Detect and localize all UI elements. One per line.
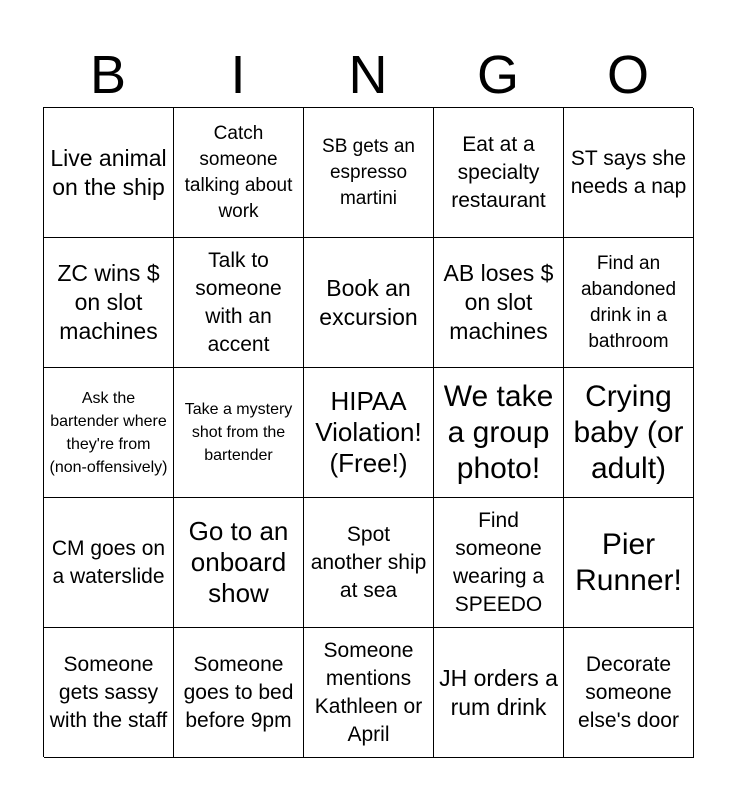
header-letter-n: N — [348, 45, 388, 105]
bingo-cell[interactable] — [434, 238, 564, 368]
bingo-cell[interactable] — [304, 238, 434, 368]
bingo-header — [43, 44, 693, 106]
cell-text: Eat at a specialty restaurant — [451, 132, 546, 212]
cell-text: Someone mentions Kathleen or April — [314, 638, 423, 746]
cell-text: SB gets an espresso martini — [322, 135, 415, 209]
bingo-cell[interactable] — [434, 628, 564, 758]
header-letter-o: O — [606, 45, 649, 105]
bingo-cell[interactable] — [564, 628, 694, 758]
bingo-cell[interactable] — [174, 498, 304, 628]
cell-text: Someone gets sassy with the staff — [49, 652, 168, 732]
cell-text: ZC wins $ on slot machines — [57, 260, 160, 344]
cell-text: AB loses $ on slot machines — [443, 260, 554, 344]
bingo-cell[interactable] — [174, 108, 304, 238]
bingo-cell[interactable] — [304, 368, 434, 498]
bingo-cell[interactable] — [174, 628, 304, 758]
cell-text: Decorate someone else's door — [578, 652, 679, 732]
bingo-cell[interactable] — [304, 108, 434, 238]
header-letter-g: G — [476, 45, 519, 105]
bingo-cell[interactable] — [44, 108, 174, 238]
cell-text: ST says she needs a nap — [570, 146, 687, 198]
header-letter-b: B — [89, 45, 127, 105]
cell-text: We take a group photo! — [443, 379, 554, 485]
bingo-card-grid — [43, 107, 693, 757]
bingo-cell[interactable] — [44, 628, 174, 758]
cell-text: CM goes on a waterslide — [51, 536, 166, 588]
bingo-cell[interactable] — [174, 238, 304, 368]
cell-text: Someone goes to bed before 9pm — [183, 652, 294, 732]
cell-text: Take a mystery shot from the bartender — [184, 401, 293, 464]
cell-text: Spot another ship at sea — [310, 522, 427, 602]
bingo-cell[interactable] — [564, 368, 694, 498]
cell-text: JH orders a rum drink — [439, 664, 558, 720]
cell-text: Book an excursion — [319, 274, 418, 330]
cell-text: Ask the bartender where they're from (non-offensively) — [49, 389, 168, 476]
cell-text: Pier Runner! — [575, 527, 682, 597]
bingo-cell[interactable] — [174, 368, 304, 498]
cell-text: Find someone wearing a SPEEDO — [452, 508, 545, 616]
bingo-cell[interactable] — [44, 368, 174, 498]
bingo-cell[interactable] — [44, 238, 174, 368]
bingo-cell[interactable] — [304, 498, 434, 628]
header-letter-i: I — [230, 45, 246, 105]
cell-text: Live animal on the ship — [50, 144, 167, 200]
cell-text: Catch someone talking about work — [184, 122, 293, 222]
bingo-cell[interactable] — [434, 108, 564, 238]
bingo-cell[interactable] — [564, 498, 694, 628]
bingo-cell[interactable] — [434, 498, 564, 628]
bingo-cell[interactable] — [44, 498, 174, 628]
cell-text: Talk to someone with an accent — [195, 248, 282, 356]
bingo-cell[interactable] — [434, 368, 564, 498]
bingo-cell[interactable] — [564, 238, 694, 368]
cell-text: HIPAA Violation! (Free!) — [315, 386, 422, 478]
cell-text: Crying baby (or adult) — [573, 379, 684, 485]
cell-text: Go to an onboard show — [188, 516, 289, 608]
bingo-cell[interactable] — [564, 108, 694, 238]
cell-text: Find an abandoned drink in a bathroom — [580, 252, 677, 352]
bingo-cell[interactable] — [304, 628, 434, 758]
